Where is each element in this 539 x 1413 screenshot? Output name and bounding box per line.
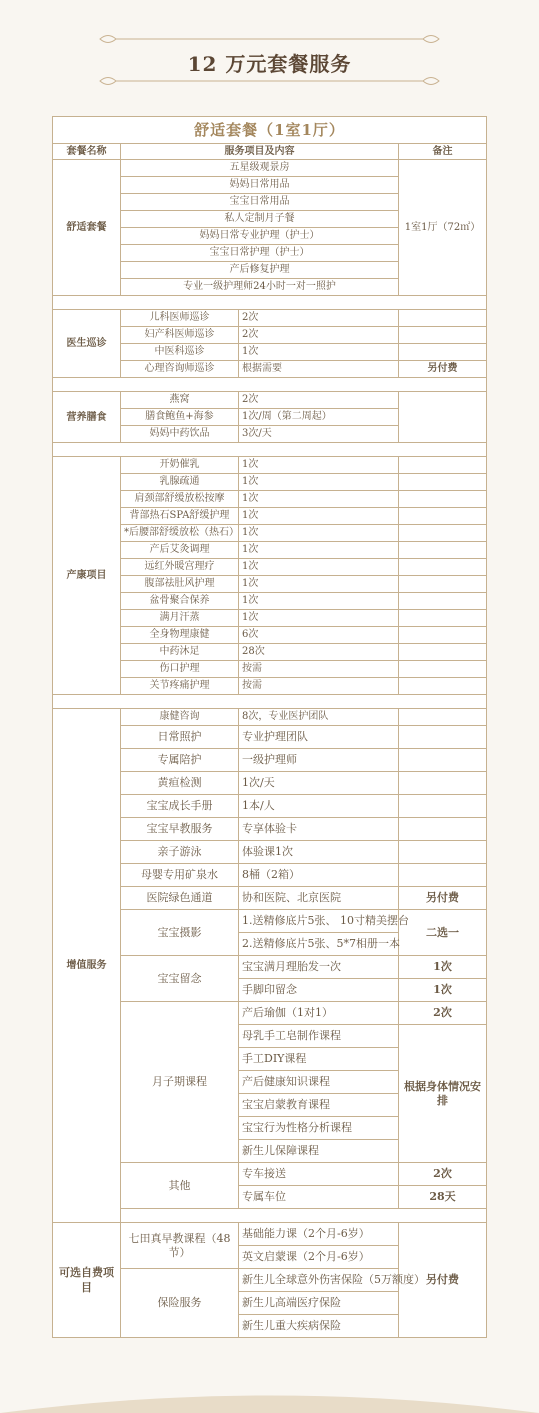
table-row-note xyxy=(399,457,487,474)
table-row-note xyxy=(399,726,487,749)
table-row-note xyxy=(399,661,487,678)
insurance-item: 保险服务 xyxy=(121,1269,239,1338)
table-row-note xyxy=(399,491,487,508)
room-note: 1室1厅（72㎡） xyxy=(399,160,487,296)
table-row-note xyxy=(399,841,487,864)
table-row-item: 专属陪护 xyxy=(121,749,239,772)
table-row-value: 1次 xyxy=(239,576,399,593)
list-item: 宝宝日常护理（护士） xyxy=(121,245,399,262)
other-item: 其他 xyxy=(121,1163,239,1209)
bottom-wave-decoration xyxy=(0,1388,539,1413)
table-row-note xyxy=(399,749,487,772)
table-row-item: 中医科巡诊 xyxy=(121,344,239,361)
list-item: 妈妈日常专业护理（护士） xyxy=(121,228,399,245)
table-row-item: 远红外暖宫理疗 xyxy=(121,559,239,576)
table-row-item: 背部热石SPA舒缓护理 xyxy=(121,508,239,525)
table-row-value: 2次 xyxy=(239,310,399,327)
table-row-value: 1次 xyxy=(239,542,399,559)
table-row-item: 黄疸检测 xyxy=(121,772,239,795)
table-row-note xyxy=(399,818,487,841)
photo-option-2: 2.送精修底片5张、5*7相册一本 xyxy=(239,933,399,956)
table-row-value: 新生儿全球意外伤害保险（5万额度） xyxy=(239,1269,399,1292)
table-row-item: 乳腺疏通 xyxy=(121,474,239,491)
table-row-item: 燕窝 xyxy=(121,392,239,409)
table-row-note xyxy=(399,542,487,559)
courses-item: 月子期课程 xyxy=(121,1002,239,1163)
keepsake-item: 宝宝留念 xyxy=(121,956,239,1002)
table-row-item: 宝宝早教服务 xyxy=(121,818,239,841)
table-row-value: 1本/人 xyxy=(239,795,399,818)
optional-note: 另付费 xyxy=(399,1223,487,1338)
list-item: 妈妈日常用品 xyxy=(121,177,399,194)
page-title: 12 万元套餐服务 xyxy=(187,52,352,76)
table-row-value: 1次 xyxy=(239,610,399,627)
table-row-value: 协和医院、北京医院 xyxy=(239,887,399,910)
table-row-note xyxy=(399,610,487,627)
table-row-item: 盆骨聚合保养 xyxy=(121,593,239,610)
table-row-item: 开奶催乳 xyxy=(121,457,239,474)
category-recovery: 产康项目 xyxy=(53,457,121,695)
table-row-value: 1次 xyxy=(239,457,399,474)
section-divider xyxy=(53,378,487,392)
table-row-value: 1次/周（第二周起） xyxy=(239,409,399,426)
table-row-item: *后腰部舒缓放松（热石） xyxy=(121,525,239,542)
table-row-note: 28天 xyxy=(399,1186,487,1209)
table-row-value: 新生儿重大疾病保险 xyxy=(239,1315,399,1338)
photo-option-1: 1.送精修底片5张、 10寸精美摆台 xyxy=(239,910,399,933)
list-item: 新生儿保障课程 xyxy=(239,1140,399,1163)
header-items: 服务项目及内容 xyxy=(121,144,399,160)
list-item: 产后健康知识课程 xyxy=(239,1071,399,1094)
table-row-value: 3次/天 xyxy=(239,426,399,443)
table-row-value: 一级护理师 xyxy=(239,749,399,772)
table-row-item: 腹部祛肚风护理 xyxy=(121,576,239,593)
table-row-value: 2次 xyxy=(239,327,399,344)
table-row-item: 满月汗蒸 xyxy=(121,610,239,627)
table-row-note xyxy=(399,627,487,644)
table-row-value: 2次 xyxy=(239,392,399,409)
category-comfort: 舒适套餐 xyxy=(53,160,121,296)
table-row-note xyxy=(399,525,487,542)
table-row-value: 1次 xyxy=(239,525,399,542)
table-row-item: 宝宝成长手册 xyxy=(121,795,239,818)
category-diet: 营养膳食 xyxy=(53,392,121,443)
table-row-note: 1次 xyxy=(399,956,487,979)
table-row-note xyxy=(399,559,487,576)
table-row-value: 宝宝满月理胎发一次 xyxy=(239,956,399,979)
table-row-note xyxy=(399,795,487,818)
table-row-item: 日常照护 xyxy=(121,726,239,749)
table-row-value: 根据需要 xyxy=(239,361,399,378)
table-row-note xyxy=(399,593,487,610)
table-row-note: 另付费 xyxy=(399,887,487,910)
table-row-item: 医院绿色通道 xyxy=(121,887,239,910)
table-row-note: 2次 xyxy=(399,1002,487,1025)
early-edu-item: 七田真早教课程（48节） xyxy=(121,1223,239,1269)
table-row-note xyxy=(399,474,487,491)
table-row-value: 英文启蒙课（2个月-6岁） xyxy=(239,1246,399,1269)
table-row-value: 手脚印留念 xyxy=(239,979,399,1002)
category-optional: 可选自费项目 xyxy=(53,1223,121,1338)
package-table xyxy=(52,116,487,1338)
table-row-item: 妇产科医师巡诊 xyxy=(121,327,239,344)
table-row-item: 亲子游泳 xyxy=(121,841,239,864)
table-row-item: 中药沐足 xyxy=(121,644,239,661)
table-row-note: 1次 xyxy=(399,979,487,1002)
table-row-value: 1次/天 xyxy=(239,772,399,795)
table-row-value: 6次 xyxy=(239,627,399,644)
table-row-note xyxy=(399,576,487,593)
table-row-value: 1次 xyxy=(239,474,399,491)
table-row-value: 专享体验卡 xyxy=(239,818,399,841)
diet-note xyxy=(399,392,487,443)
package-title: 舒适套餐（1室1厅） xyxy=(53,117,487,144)
table-row-value: 新生儿高端医疗保险 xyxy=(239,1292,399,1315)
list-item: 宝宝行为性格分析课程 xyxy=(239,1117,399,1140)
table-row-note xyxy=(399,864,487,887)
table-row-value: 按需 xyxy=(239,678,399,695)
list-item: 产后修复护理 xyxy=(121,262,399,279)
table-row-note xyxy=(399,678,487,695)
table-row-note xyxy=(399,310,487,327)
table-row-note xyxy=(399,327,487,344)
table-row-value: 28次 xyxy=(239,644,399,661)
category-value-added: 增值服务 xyxy=(53,709,121,1223)
list-item: 专业一级护理师24小时一对一照护 xyxy=(121,279,399,296)
table-row-note xyxy=(399,644,487,661)
table-row-item: 伤口护理 xyxy=(121,661,239,678)
list-item: 母乳手工皂制作课程 xyxy=(239,1025,399,1048)
table-row-item: 母婴专用矿泉水 xyxy=(121,864,239,887)
table-row-value: 1次 xyxy=(239,344,399,361)
photo-note: 二选一 xyxy=(399,910,487,956)
table-row-value: 1次 xyxy=(239,508,399,525)
table-row-value: 专车接送 xyxy=(239,1163,399,1186)
section-divider xyxy=(53,695,487,709)
section-divider xyxy=(53,443,487,457)
table-row-value: 体验课1次 xyxy=(239,841,399,864)
table-row-value: 1次 xyxy=(239,491,399,508)
list-item: 宝宝启蒙教育课程 xyxy=(239,1094,399,1117)
table-row-item: 肩颈部舒缓放松按摩 xyxy=(121,491,239,508)
table-row-value: 按需 xyxy=(239,661,399,678)
table-row-value: 1次 xyxy=(239,593,399,610)
table-row-note: 2次 xyxy=(399,1163,487,1186)
table-row-item: 心理咨询师巡诊 xyxy=(121,361,239,378)
courses-note: 根据身体情况安排 xyxy=(399,1025,487,1163)
bottom-ornament xyxy=(0,74,539,88)
category-doctor: 医生巡诊 xyxy=(53,310,121,378)
list-item: 五星级观景房 xyxy=(121,160,399,177)
table-row-item: 儿科医师巡诊 xyxy=(121,310,239,327)
list-item: 私人定制月子餐 xyxy=(121,211,399,228)
table-row-value: 专属车位 xyxy=(239,1186,399,1209)
list-item: 手工DIY课程 xyxy=(239,1048,399,1071)
table-row-item: 康健咨询 xyxy=(121,709,239,726)
section-divider xyxy=(121,1209,487,1223)
table-row-value: 8次，专业医护团队 xyxy=(239,709,399,726)
table-row-item: 膳食鲍鱼+海参 xyxy=(121,409,239,426)
table-row-value: 专业护理团队 xyxy=(239,726,399,749)
table-row-value: 产后瑜伽（1对1） xyxy=(239,1002,399,1025)
list-item: 宝宝日常用品 xyxy=(121,194,399,211)
table-row-note: 另付费 xyxy=(399,361,487,378)
table-row-value: 1次 xyxy=(239,559,399,576)
table-row-item: 全身物理康健 xyxy=(121,627,239,644)
section-divider xyxy=(53,296,487,310)
table-row-note xyxy=(399,709,487,726)
header-note: 备注 xyxy=(399,144,487,160)
header-name: 套餐名称 xyxy=(53,144,121,160)
table-row-note xyxy=(399,344,487,361)
table-row-note xyxy=(399,772,487,795)
photo-item: 宝宝摄影 xyxy=(121,910,239,956)
table-row-item: 产后艾灸调理 xyxy=(121,542,239,559)
table-row-value: 基础能力课（2个月-6岁） xyxy=(239,1223,399,1246)
table-row-value: 8桶（2箱） xyxy=(239,864,399,887)
table-row-note xyxy=(399,508,487,525)
table-row-item: 妈妈中药饮品 xyxy=(121,426,239,443)
top-ornament xyxy=(0,32,539,46)
table-row-item: 关节疼痛护理 xyxy=(121,678,239,695)
